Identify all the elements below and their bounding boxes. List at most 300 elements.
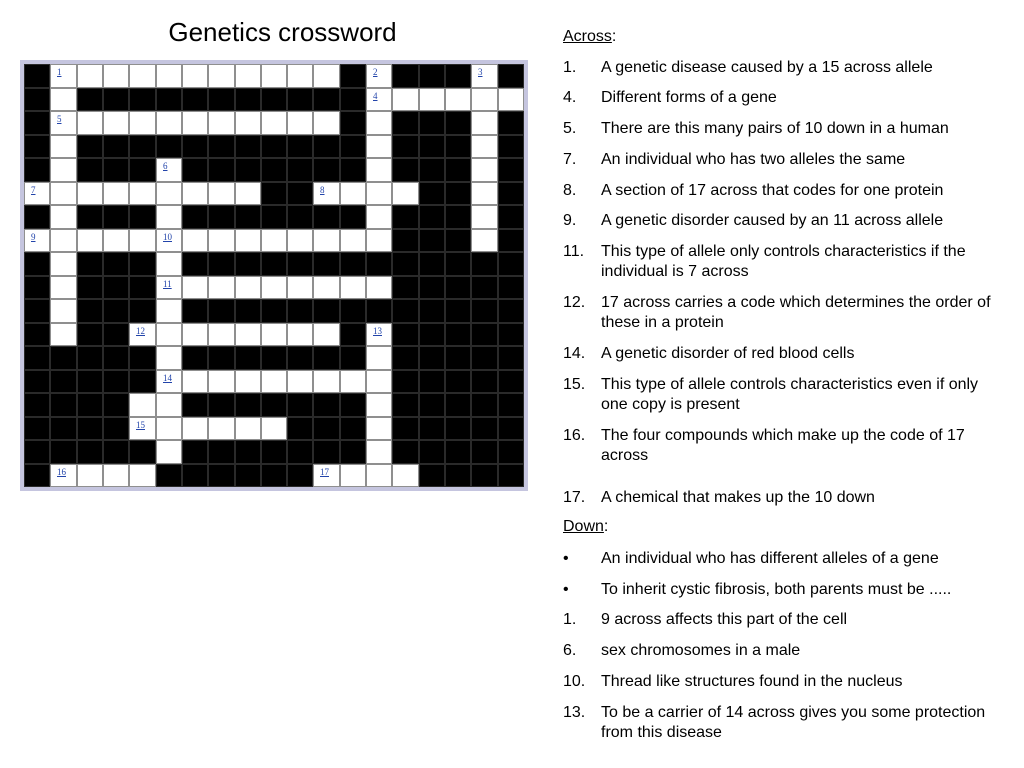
grid-cell-blocked <box>103 135 129 158</box>
grid-cell[interactable] <box>156 346 182 370</box>
grid-cell-blocked <box>129 158 156 182</box>
grid-cell-blocked <box>261 135 287 158</box>
grid-cell-blocked <box>340 205 366 229</box>
grid-cell[interactable] <box>313 464 340 487</box>
grid-cell-blocked <box>129 440 156 464</box>
grid-cell[interactable] <box>129 182 156 205</box>
grid-cell-blocked <box>208 393 235 417</box>
grid-cell[interactable] <box>103 182 129 205</box>
grid-cell[interactable] <box>50 276 77 299</box>
grid-cell[interactable] <box>50 299 77 323</box>
grid-cell-blocked <box>24 64 50 88</box>
grid-cell[interactable] <box>366 393 392 417</box>
clue-text: To be a carrier of 14 across gives you some protection from this disease <box>601 704 986 741</box>
across-clue <box>563 88 1013 108</box>
grid-cell[interactable] <box>261 111 287 135</box>
grid-cell[interactable] <box>156 276 182 299</box>
grid-cell-blocked <box>498 158 524 182</box>
across-heading: Across: <box>563 28 617 45</box>
clue-text: A genetic disorder of red blood cells <box>601 345 855 362</box>
grid-cell[interactable] <box>50 88 77 111</box>
grid-cell[interactable] <box>103 229 129 252</box>
grid-cell-blocked <box>392 323 419 346</box>
grid-cell-blocked <box>313 252 340 276</box>
clue-text: A genetic disease caused by a 15 across allele <box>601 59 933 76</box>
grid-cell-blocked <box>182 205 208 229</box>
grid-cell[interactable] <box>208 323 235 346</box>
grid-cell[interactable] <box>471 88 498 111</box>
grid-cell-blocked <box>235 88 261 111</box>
grid-cell-blocked <box>261 205 287 229</box>
grid-cell-blocked <box>208 299 235 323</box>
grid-cell-blocked <box>50 346 77 370</box>
grid-cell[interactable] <box>77 64 103 88</box>
grid-cell-blocked <box>445 346 471 370</box>
grid-cell-blocked <box>261 182 287 205</box>
grid-cell[interactable] <box>366 205 392 229</box>
grid-cell[interactable] <box>182 323 208 346</box>
grid-cell[interactable] <box>156 64 182 88</box>
clue-text: The four compounds which make up the code of 17 across <box>601 427 965 464</box>
clue-number: 7 <box>31 185 36 195</box>
grid-cell[interactable] <box>235 229 261 252</box>
grid-cell-blocked <box>498 393 524 417</box>
clue-number: 5 <box>57 114 62 124</box>
grid-cell-blocked <box>182 393 208 417</box>
grid-cell[interactable] <box>235 370 261 393</box>
grid-cell-blocked <box>419 64 445 88</box>
grid-cell-blocked <box>498 276 524 299</box>
grid-cell[interactable] <box>50 229 77 252</box>
grid-cell[interactable] <box>208 229 235 252</box>
grid-cell-blocked <box>50 370 77 393</box>
grid-cell[interactable] <box>261 64 287 88</box>
grid-cell-blocked <box>156 135 182 158</box>
grid-cell[interactable] <box>156 252 182 276</box>
grid-cell-blocked <box>392 158 419 182</box>
grid-cell-blocked <box>129 205 156 229</box>
grid-cell[interactable] <box>208 370 235 393</box>
grid-cell-blocked <box>498 229 524 252</box>
grid-cell[interactable] <box>235 417 261 440</box>
grid-cell[interactable] <box>340 182 366 205</box>
grid-cell[interactable] <box>50 205 77 229</box>
clue-label: • <box>563 581 569 598</box>
grid-cell-blocked <box>445 393 471 417</box>
grid-cell-blocked <box>24 205 50 229</box>
grid-cell-blocked <box>24 276 50 299</box>
grid-cell[interactable] <box>366 276 392 299</box>
grid-cell-blocked <box>24 111 50 135</box>
grid-cell[interactable] <box>182 229 208 252</box>
grid-cell[interactable] <box>208 182 235 205</box>
grid-cell-blocked <box>498 346 524 370</box>
grid-cell[interactable] <box>366 370 392 393</box>
grid-cell-blocked <box>313 440 340 464</box>
grid-cell-blocked <box>103 88 129 111</box>
grid-cell-blocked <box>313 158 340 182</box>
grid-cell-blocked <box>287 158 313 182</box>
grid-cell[interactable] <box>313 111 340 135</box>
grid-cell[interactable] <box>208 111 235 135</box>
clue-number: 16 <box>57 467 66 477</box>
grid-cell-blocked <box>156 464 182 487</box>
grid-cell[interactable] <box>313 370 340 393</box>
crossword-grid <box>24 64 524 487</box>
grid-cell[interactable] <box>129 323 156 346</box>
grid-cell-blocked <box>77 252 103 276</box>
grid-cell[interactable] <box>235 182 261 205</box>
grid-cell-blocked <box>445 111 471 135</box>
grid-cell-blocked <box>182 158 208 182</box>
clue-text: sex chromosomes in a male <box>601 642 801 659</box>
grid-cell-blocked <box>498 205 524 229</box>
grid-cell[interactable] <box>156 299 182 323</box>
grid-cell-blocked <box>392 135 419 158</box>
grid-cell-blocked <box>208 464 235 487</box>
grid-cell[interactable] <box>156 440 182 464</box>
grid-cell[interactable] <box>366 111 392 135</box>
clue-label: 6. <box>563 642 577 659</box>
grid-cell-blocked <box>419 135 445 158</box>
grid-cell[interactable] <box>471 135 498 158</box>
clue-label: 15. <box>563 376 586 393</box>
grid-cell-blocked <box>182 346 208 370</box>
grid-cell-blocked <box>392 229 419 252</box>
grid-cell-blocked <box>103 299 129 323</box>
clue-number: 4 <box>373 91 378 101</box>
grid-cell[interactable] <box>156 111 182 135</box>
grid-cell-blocked <box>182 464 208 487</box>
grid-cell[interactable] <box>129 417 156 440</box>
grid-cell[interactable] <box>50 64 77 88</box>
clue-label: 1. <box>563 59 577 76</box>
grid-cell-blocked <box>445 276 471 299</box>
grid-cell-blocked <box>103 252 129 276</box>
across-clue <box>563 181 1013 201</box>
clue-number: 15 <box>136 420 145 430</box>
grid-cell[interactable] <box>366 417 392 440</box>
grid-cell-blocked <box>261 464 287 487</box>
grid-cell[interactable] <box>156 205 182 229</box>
grid-cell-blocked <box>103 346 129 370</box>
grid-cell-blocked <box>50 393 77 417</box>
grid-cell[interactable] <box>103 64 129 88</box>
grid-cell-blocked <box>445 440 471 464</box>
grid-cell[interactable] <box>208 276 235 299</box>
grid-cell[interactable] <box>340 276 366 299</box>
grid-cell-blocked <box>287 440 313 464</box>
grid-cell[interactable] <box>182 417 208 440</box>
grid-cell[interactable] <box>235 111 261 135</box>
grid-cell-blocked <box>419 323 445 346</box>
grid-cell-blocked <box>182 440 208 464</box>
grid-cell[interactable] <box>208 417 235 440</box>
grid-cell-blocked <box>103 323 129 346</box>
grid-cell-blocked <box>103 393 129 417</box>
grid-cell-blocked <box>392 417 419 440</box>
grid-cell[interactable] <box>392 182 419 205</box>
grid-cell-blocked <box>392 205 419 229</box>
grid-cell[interactable] <box>77 182 103 205</box>
grid-cell[interactable] <box>340 370 366 393</box>
grid-cell[interactable] <box>366 64 392 88</box>
grid-cell[interactable] <box>366 88 392 111</box>
grid-cell[interactable] <box>182 111 208 135</box>
grid-cell[interactable] <box>471 205 498 229</box>
grid-cell[interactable] <box>182 182 208 205</box>
clue-text: Thread like structures found in the nucleus <box>601 673 903 690</box>
grid-cell-blocked <box>50 417 77 440</box>
grid-cell[interactable] <box>419 88 445 111</box>
grid-cell-blocked <box>24 417 50 440</box>
grid-cell-blocked <box>287 299 313 323</box>
grid-cell-blocked <box>471 299 498 323</box>
grid-cell[interactable] <box>129 64 156 88</box>
grid-cell-blocked <box>445 182 471 205</box>
grid-cell[interactable] <box>261 276 287 299</box>
clue-label: 13. <box>563 704 586 721</box>
grid-cell-blocked <box>77 346 103 370</box>
grid-cell-blocked <box>77 440 103 464</box>
grid-cell[interactable] <box>498 88 524 111</box>
grid-cell-blocked <box>498 370 524 393</box>
clue-number: 14 <box>163 373 172 383</box>
grid-cell[interactable] <box>366 229 392 252</box>
grid-cell-blocked <box>471 323 498 346</box>
grid-cell-blocked <box>498 135 524 158</box>
grid-cell[interactable] <box>50 464 77 487</box>
grid-cell-blocked <box>419 299 445 323</box>
down-clue <box>563 549 1013 569</box>
grid-cell-blocked <box>208 158 235 182</box>
grid-cell[interactable] <box>208 64 235 88</box>
grid-cell[interactable] <box>287 229 313 252</box>
clue-number: 3 <box>478 67 483 77</box>
clue-text: Different forms of a gene <box>601 89 777 106</box>
grid-cell-blocked <box>471 393 498 417</box>
grid-cell-blocked <box>392 346 419 370</box>
grid-cell[interactable] <box>287 370 313 393</box>
grid-cell-blocked <box>235 135 261 158</box>
grid-cell[interactable] <box>287 276 313 299</box>
grid-cell-blocked <box>445 299 471 323</box>
grid-cell[interactable] <box>392 88 419 111</box>
grid-cell[interactable] <box>366 346 392 370</box>
grid-cell[interactable] <box>156 323 182 346</box>
grid-cell[interactable] <box>103 111 129 135</box>
clue-label: • <box>563 550 569 567</box>
grid-cell[interactable] <box>50 135 77 158</box>
grid-cell[interactable] <box>313 276 340 299</box>
grid-cell-blocked <box>392 299 419 323</box>
grid-cell-blocked <box>471 417 498 440</box>
grid-cell[interactable] <box>182 370 208 393</box>
grid-cell-blocked <box>471 440 498 464</box>
grid-cell[interactable] <box>77 464 103 487</box>
grid-cell-blocked <box>182 88 208 111</box>
grid-cell-blocked <box>392 393 419 417</box>
clue-label: 1. <box>563 611 577 628</box>
grid-cell[interactable] <box>313 323 340 346</box>
grid-cell-blocked <box>103 417 129 440</box>
grid-cell-blocked <box>498 64 524 88</box>
grid-cell[interactable] <box>156 417 182 440</box>
grid-cell[interactable] <box>156 182 182 205</box>
grid-cell-blocked <box>77 88 103 111</box>
grid-cell[interactable] <box>261 323 287 346</box>
grid-cell-blocked <box>419 182 445 205</box>
page-title: Genetics crossword <box>168 17 397 47</box>
grid-cell-blocked <box>445 229 471 252</box>
grid-cell-blocked <box>340 135 366 158</box>
grid-cell-blocked <box>24 370 50 393</box>
grid-cell[interactable] <box>129 229 156 252</box>
grid-cell[interactable] <box>471 111 498 135</box>
grid-cell-blocked <box>103 158 129 182</box>
grid-cell-blocked <box>77 135 103 158</box>
grid-cell-blocked <box>340 393 366 417</box>
grid-cell-blocked <box>498 111 524 135</box>
grid-cell-blocked <box>445 135 471 158</box>
grid-cell-blocked <box>24 393 50 417</box>
across-clue <box>563 488 1013 508</box>
grid-cell-blocked <box>419 158 445 182</box>
grid-cell[interactable] <box>156 393 182 417</box>
grid-cell-blocked <box>182 252 208 276</box>
grid-cell-blocked <box>445 158 471 182</box>
grid-cell[interactable] <box>366 464 392 487</box>
grid-cell[interactable] <box>471 229 498 252</box>
grid-cell[interactable] <box>129 393 156 417</box>
grid-cell[interactable] <box>129 464 156 487</box>
grid-cell[interactable] <box>156 229 182 252</box>
grid-cell[interactable] <box>24 229 50 252</box>
grid-cell-blocked <box>498 417 524 440</box>
grid-cell-blocked <box>471 252 498 276</box>
grid-cell[interactable] <box>235 64 261 88</box>
grid-cell[interactable] <box>366 182 392 205</box>
grid-cell-blocked <box>261 252 287 276</box>
grid-cell[interactable] <box>287 64 313 88</box>
grid-cell[interactable] <box>313 229 340 252</box>
grid-cell-blocked <box>208 346 235 370</box>
clue-text: A section of 17 across that codes for one protein <box>601 182 944 199</box>
grid-cell[interactable] <box>103 464 129 487</box>
grid-cell[interactable] <box>50 323 77 346</box>
grid-cell-blocked <box>445 64 471 88</box>
grid-cell[interactable] <box>287 323 313 346</box>
grid-cell[interactable] <box>366 440 392 464</box>
grid-cell[interactable] <box>50 158 77 182</box>
grid-cell[interactable] <box>129 111 156 135</box>
grid-cell[interactable] <box>261 370 287 393</box>
across-clue <box>563 375 1013 417</box>
grid-cell-blocked <box>24 252 50 276</box>
grid-cell-blocked <box>77 393 103 417</box>
grid-cell[interactable] <box>235 323 261 346</box>
grid-cell[interactable] <box>24 182 50 205</box>
grid-cell-blocked <box>77 323 103 346</box>
grid-cell[interactable] <box>366 158 392 182</box>
grid-cell[interactable] <box>261 229 287 252</box>
grid-cell[interactable] <box>156 370 182 393</box>
grid-cell-blocked <box>261 346 287 370</box>
grid-cell[interactable] <box>77 229 103 252</box>
grid-cell[interactable] <box>340 229 366 252</box>
down-clue <box>563 672 1013 692</box>
clue-label: 7. <box>563 151 577 168</box>
grid-cell-blocked <box>129 276 156 299</box>
grid-cell[interactable] <box>156 158 182 182</box>
clue-text: An individual who has two alleles the same <box>601 151 906 168</box>
grid-cell[interactable] <box>287 111 313 135</box>
grid-cell-blocked <box>156 88 182 111</box>
clue-label: 14. <box>563 345 586 362</box>
grid-cell[interactable] <box>182 276 208 299</box>
grid-cell[interactable] <box>235 276 261 299</box>
grid-cell-blocked <box>24 88 50 111</box>
grid-cell[interactable] <box>313 182 340 205</box>
grid-cell-blocked <box>366 252 392 276</box>
across-clue <box>563 211 1013 231</box>
grid-cell-blocked <box>419 370 445 393</box>
across-clue <box>563 242 1013 284</box>
grid-cell[interactable] <box>261 417 287 440</box>
clue-text: There are this many pairs of 10 down in a human <box>601 120 949 137</box>
grid-cell-blocked <box>313 205 340 229</box>
grid-cell-blocked <box>77 299 103 323</box>
grid-cell[interactable] <box>392 464 419 487</box>
grid-cell[interactable] <box>50 182 77 205</box>
clue-text: This type of allele only controls characteristics if the individual is 7 across <box>601 243 966 280</box>
grid-cell-blocked <box>419 464 445 487</box>
grid-cell-blocked <box>261 158 287 182</box>
grid-cell-blocked <box>24 299 50 323</box>
grid-cell-blocked <box>340 346 366 370</box>
grid-cell[interactable] <box>445 88 471 111</box>
grid-cell-blocked <box>24 464 50 487</box>
down-heading: Down: <box>563 518 609 535</box>
clue-number: 6 <box>163 161 168 171</box>
grid-cell[interactable] <box>182 64 208 88</box>
clue-number: 13 <box>373 326 382 336</box>
down-clue <box>563 580 1013 600</box>
grid-cell[interactable] <box>340 464 366 487</box>
clue-label: 16. <box>563 427 586 444</box>
grid-cell[interactable] <box>366 323 392 346</box>
grid-cell[interactable] <box>366 135 392 158</box>
grid-cell-blocked <box>471 464 498 487</box>
grid-cell-blocked <box>208 88 235 111</box>
clue-text: To inherit cystic fibrosis, both parents must be ..... <box>601 581 952 598</box>
grid-cell[interactable] <box>50 252 77 276</box>
grid-cell[interactable] <box>77 111 103 135</box>
grid-cell-blocked <box>340 158 366 182</box>
grid-cell[interactable] <box>471 158 498 182</box>
grid-cell[interactable] <box>471 182 498 205</box>
clue-number: 17 <box>320 467 329 477</box>
grid-cell[interactable] <box>313 64 340 88</box>
clue-number: 11 <box>163 279 172 289</box>
grid-cell-blocked <box>208 135 235 158</box>
grid-cell[interactable] <box>50 111 77 135</box>
grid-cell-blocked <box>419 229 445 252</box>
grid-cell[interactable] <box>471 64 498 88</box>
grid-cell-blocked <box>129 299 156 323</box>
grid-cell-blocked <box>103 276 129 299</box>
grid-cell-blocked <box>313 346 340 370</box>
